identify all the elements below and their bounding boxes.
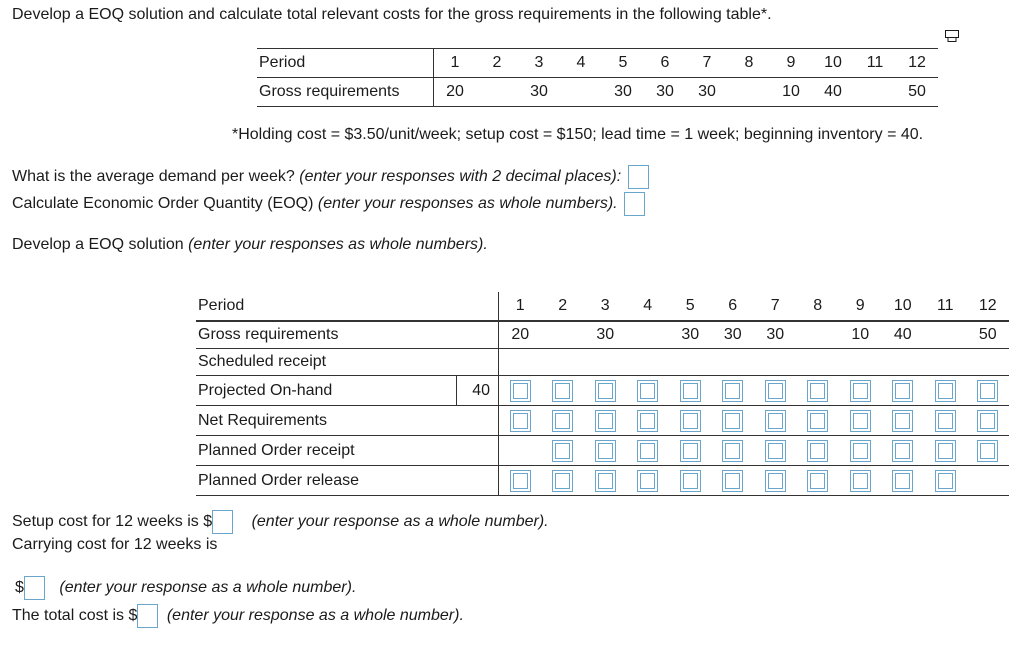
mrp-net-cell	[712, 406, 755, 436]
mrp-gross-cell	[924, 321, 967, 349]
gross-cell	[476, 78, 518, 107]
mrp-period-cell: 12	[967, 292, 1010, 321]
mrp-onhand-input[interactable]	[807, 380, 828, 402]
avg-demand-question	[12, 165, 649, 189]
mrp-release-input[interactable]	[680, 470, 701, 492]
setup-cost-input[interactable]	[212, 510, 233, 534]
period-cell: 8	[728, 49, 770, 78]
eoq-question	[12, 192, 645, 216]
mrp-gross-cell: 10	[839, 321, 882, 349]
mrp-period-cell: 6	[712, 292, 755, 321]
mrp-release-cell	[669, 466, 712, 496]
mrp-scheduled-cell	[924, 349, 967, 376]
mrp-gross-cell: 30	[669, 321, 712, 349]
mrp-onhand-cell	[924, 376, 967, 406]
mrp-release-row	[196, 466, 1009, 496]
mrp-net-cell	[584, 406, 627, 436]
mrp-period-cell: 11	[924, 292, 967, 321]
mrp-period-cell: 9	[839, 292, 882, 321]
total-cost-hint: (enter your response as a whole number).	[166, 607, 464, 625]
mrp-release-cell	[499, 466, 542, 496]
period-cell: 5	[602, 49, 644, 78]
mrp-release-cell	[712, 466, 755, 496]
mrp-onhand-cell	[669, 376, 712, 406]
mrp-label-period: Period	[196, 292, 457, 321]
mrp-gross-cell: 40	[882, 321, 925, 349]
mrp-net-cell	[669, 406, 712, 436]
mrp-gross-cell: 50	[967, 321, 1010, 349]
mrp-onhand-input[interactable]	[765, 380, 786, 402]
mrp-release-input[interactable]	[935, 470, 956, 492]
mrp-release-cell	[839, 466, 882, 496]
period-cell: 11	[854, 49, 896, 78]
mrp-net-cell	[499, 406, 542, 436]
mrp-net-input[interactable]	[722, 410, 743, 432]
mrp-label-gross: Gross requirements	[196, 321, 457, 349]
mrp-net-cell	[542, 406, 585, 436]
period-cell: 6	[644, 49, 686, 78]
mrp-scheduled-cell	[967, 349, 1010, 376]
mrp-onhand-input[interactable]	[935, 380, 956, 402]
mrp-scheduled-cell	[669, 349, 712, 376]
mrp-label-receipt: Planned Order receipt	[196, 436, 457, 466]
mrp-receipt-input[interactable]	[680, 440, 701, 462]
mrp-gross-cell	[627, 321, 670, 349]
mrp-pre-cell	[457, 436, 499, 466]
mrp-release-input[interactable]	[850, 470, 871, 492]
mrp-receipt-cell	[967, 436, 1010, 466]
mrp-receipt-cell	[627, 436, 670, 466]
mrp-onhand-input[interactable]	[850, 380, 871, 402]
initial-onhand: 40	[457, 376, 499, 406]
mrp-release-input[interactable]	[722, 470, 743, 492]
mrp-receipt-input[interactable]	[595, 440, 616, 462]
mrp-scheduled-cell	[499, 349, 542, 376]
mrp-receipt-cell	[797, 436, 840, 466]
mrp-label-release: Planned Order release	[196, 466, 457, 496]
mrp-release-input[interactable]	[552, 470, 573, 492]
mrp-period-cell: 4	[627, 292, 670, 321]
mrp-receipt-cell	[924, 436, 967, 466]
mrp-release-cell	[797, 466, 840, 496]
mrp-release-cell	[967, 466, 1010, 496]
gross-cell: 30	[602, 78, 644, 107]
mrp-onhand-cell	[499, 376, 542, 406]
period-cell: 7	[686, 49, 728, 78]
carrying-cost-input[interactable]	[24, 576, 45, 600]
develop-hint: (enter your responses as whole numbers).	[188, 236, 488, 253]
period-cell: 10	[812, 49, 854, 78]
carrying-cost-hint: (enter your response as a whole number).	[59, 579, 357, 597]
mrp-release-cell	[542, 466, 585, 496]
avg-demand-hint: (enter your responses with 2 decimal places):	[299, 168, 622, 186]
mrp-receipt-cell	[882, 436, 925, 466]
mrp-table	[196, 292, 1009, 496]
mrp-receipt-input[interactable]	[765, 440, 786, 462]
mrp-label-net: Net Requirements	[196, 406, 457, 436]
period-cell: 2	[476, 49, 518, 78]
mrp-net-input[interactable]	[850, 410, 871, 432]
mrp-period-cell: 5	[669, 292, 712, 321]
gross-cell: 40	[812, 78, 854, 107]
mrp-release-cell	[924, 466, 967, 496]
mrp-receipt-cell	[839, 436, 882, 466]
gross-cell: 20	[434, 78, 477, 107]
setup-cost-hint: (enter your response as a whole number).	[251, 513, 549, 531]
mrp-period-cell: 10	[882, 292, 925, 321]
mrp-onhand-cell	[754, 376, 797, 406]
mrp-onhand-input[interactable]	[680, 380, 701, 402]
mrp-net-input[interactable]	[510, 410, 531, 432]
mrp-receipt-input[interactable]	[892, 440, 913, 462]
mrp-period-cell: 2	[542, 292, 585, 321]
period-cell: 4	[560, 49, 602, 78]
mrp-net-row	[196, 406, 1009, 436]
mrp-pre-cell	[457, 292, 499, 321]
mrp-receipt-cell	[669, 436, 712, 466]
mrp-net-input[interactable]	[935, 410, 956, 432]
carrying-dollar: $	[15, 579, 24, 597]
row-label-period: Period	[257, 49, 434, 78]
mrp-onhand-cell	[627, 376, 670, 406]
mrp-scheduled-cell	[797, 349, 840, 376]
total-cost-text: The total cost is $	[12, 607, 138, 625]
mrp-net-input[interactable]	[892, 410, 913, 432]
mrp-release-input[interactable]	[510, 470, 531, 492]
mrp-onhand-input[interactable]	[510, 380, 531, 402]
mrp-net-cell	[839, 406, 882, 436]
mrp-pre-cell	[457, 466, 499, 496]
mrp-onhand-input[interactable]	[595, 380, 616, 402]
mrp-release-cell	[627, 466, 670, 496]
mrp-scheduled-cell	[542, 349, 585, 376]
gross-row	[257, 78, 938, 107]
mrp-net-cell	[967, 406, 1010, 436]
mrp-gross-cell: 30	[584, 321, 627, 349]
mrp-release-input[interactable]	[892, 470, 913, 492]
mrp-net-input[interactable]	[765, 410, 786, 432]
mrp-net-cell	[797, 406, 840, 436]
mrp-gross-cell: 30	[754, 321, 797, 349]
mrp-release-input[interactable]	[765, 470, 786, 492]
mrp-gross-cell: 20	[499, 321, 542, 349]
mrp-period-cell: 7	[754, 292, 797, 321]
mrp-onhand-input[interactable]	[977, 380, 998, 402]
period-row	[257, 49, 938, 78]
mrp-net-input[interactable]	[977, 410, 998, 432]
mrp-scheduled-cell	[627, 349, 670, 376]
gross-cell: 30	[644, 78, 686, 107]
mrp-scheduled-cell	[839, 349, 882, 376]
avg-demand-input[interactable]	[628, 165, 649, 189]
mrp-onhand-input[interactable]	[722, 380, 743, 402]
mrp-receipt-cell	[584, 436, 627, 466]
eoq-hint: (enter your responses as whole numbers).	[317, 195, 618, 213]
mrp-period-cell: 1	[499, 292, 542, 321]
mrp-net-cell	[924, 406, 967, 436]
mrp-scheduled-row	[196, 349, 1009, 376]
mrp-onhand-cell	[712, 376, 755, 406]
mrp-receipt-input[interactable]	[552, 440, 573, 462]
setup-cost-line	[12, 510, 549, 534]
copy-table-icon[interactable]	[945, 30, 959, 42]
mrp-onhand-cell	[542, 376, 585, 406]
mrp-scheduled-cell	[712, 349, 755, 376]
mrp-release-input[interactable]	[807, 470, 828, 492]
develop-text: Develop a EOQ solution	[12, 236, 189, 253]
mrp-net-input[interactable]	[807, 410, 828, 432]
avg-demand-text: What is the average demand per week?	[12, 168, 300, 186]
mrp-net-cell	[754, 406, 797, 436]
mrp-receipt-input[interactable]	[850, 440, 871, 462]
eoq-input[interactable]	[624, 192, 645, 216]
mrp-release-input[interactable]	[637, 470, 658, 492]
mrp-onhand-row	[196, 376, 1009, 406]
mrp-gross-cell: 30	[712, 321, 755, 349]
mrp-gross-cell	[542, 321, 585, 349]
mrp-scheduled-cell	[754, 349, 797, 376]
period-cell: 12	[896, 49, 938, 78]
mrp-onhand-input[interactable]	[552, 380, 573, 402]
mrp-period-cell: 8	[797, 292, 840, 321]
mrp-onhand-cell	[967, 376, 1010, 406]
mrp-period-row	[196, 292, 1009, 321]
gross-cell: 30	[518, 78, 560, 107]
mrp-receipt-input[interactable]	[977, 440, 998, 462]
mrp-gross-row	[196, 321, 1009, 349]
mrp-release-cell	[754, 466, 797, 496]
mrp-receipt-row	[196, 436, 1009, 466]
mrp-net-cell	[882, 406, 925, 436]
mrp-net-input[interactable]	[680, 410, 701, 432]
mrp-net-input[interactable]	[637, 410, 658, 432]
period-cell: 3	[518, 49, 560, 78]
mrp-release-input[interactable]	[595, 470, 616, 492]
mrp-pre-cell	[457, 321, 499, 349]
mrp-label-onhand: Projected On-hand	[196, 376, 457, 406]
mrp-label-scheduled: Scheduled receipt	[196, 349, 457, 376]
mrp-receipt-input[interactable]	[807, 440, 828, 462]
mrp-gross-cell	[797, 321, 840, 349]
mrp-receipt-input[interactable]	[935, 440, 956, 462]
mrp-net-input[interactable]	[552, 410, 573, 432]
carrying-cost-line	[15, 576, 356, 600]
mrp-receipt-cell	[754, 436, 797, 466]
mrp-receipt-input[interactable]	[637, 440, 658, 462]
mrp-receipt-input[interactable]	[722, 440, 743, 462]
develop-instruction	[12, 236, 488, 254]
gross-cell	[854, 78, 896, 107]
setup-cost-text: Setup cost for 12 weeks is $	[12, 513, 213, 531]
gross-cell: 10	[770, 78, 812, 107]
mrp-onhand-cell	[839, 376, 882, 406]
mrp-onhand-input[interactable]	[892, 380, 913, 402]
eoq-text: Calculate Economic Order Quantity (EOQ)	[12, 195, 318, 213]
mrp-pre-cell	[457, 406, 499, 436]
gross-cell: 30	[686, 78, 728, 107]
gross-cell	[728, 78, 770, 107]
carrying-cost-text: Carrying cost for 12 weeks is	[12, 536, 218, 553]
mrp-net-input[interactable]	[595, 410, 616, 432]
mrp-release-cell	[584, 466, 627, 496]
mrp-net-cell	[627, 406, 670, 436]
mrp-onhand-cell	[584, 376, 627, 406]
mrp-onhand-cell	[797, 376, 840, 406]
mrp-scheduled-cell	[882, 349, 925, 376]
mrp-receipt-cell	[712, 436, 755, 466]
question-intro: Develop a EOQ solution and calculate total relevant costs for the gross requirements in the following table*.	[12, 6, 772, 23]
requirements-table	[257, 48, 938, 107]
mrp-period-cell: 3	[584, 292, 627, 321]
mrp-release-cell	[882, 466, 925, 496]
total-cost-input[interactable]	[137, 604, 158, 628]
mrp-onhand-cell	[882, 376, 925, 406]
mrp-scheduled-cell	[584, 349, 627, 376]
row-label-gross: Gross requirements	[257, 78, 434, 107]
mrp-receipt-cell	[542, 436, 585, 466]
total-cost-line	[12, 604, 464, 628]
period-cell: 1	[434, 49, 477, 78]
mrp-onhand-input[interactable]	[637, 380, 658, 402]
cost-footnote: *Holding cost = $3.50/unit/week; setup cost = $150; lead time = 1 week; beginning inventory = 40.	[232, 126, 924, 143]
mrp-receipt-cell	[499, 436, 542, 466]
gross-cell: 50	[896, 78, 938, 107]
mrp-pre-cell	[457, 349, 499, 376]
period-cell: 9	[770, 49, 812, 78]
gross-cell	[560, 78, 602, 107]
